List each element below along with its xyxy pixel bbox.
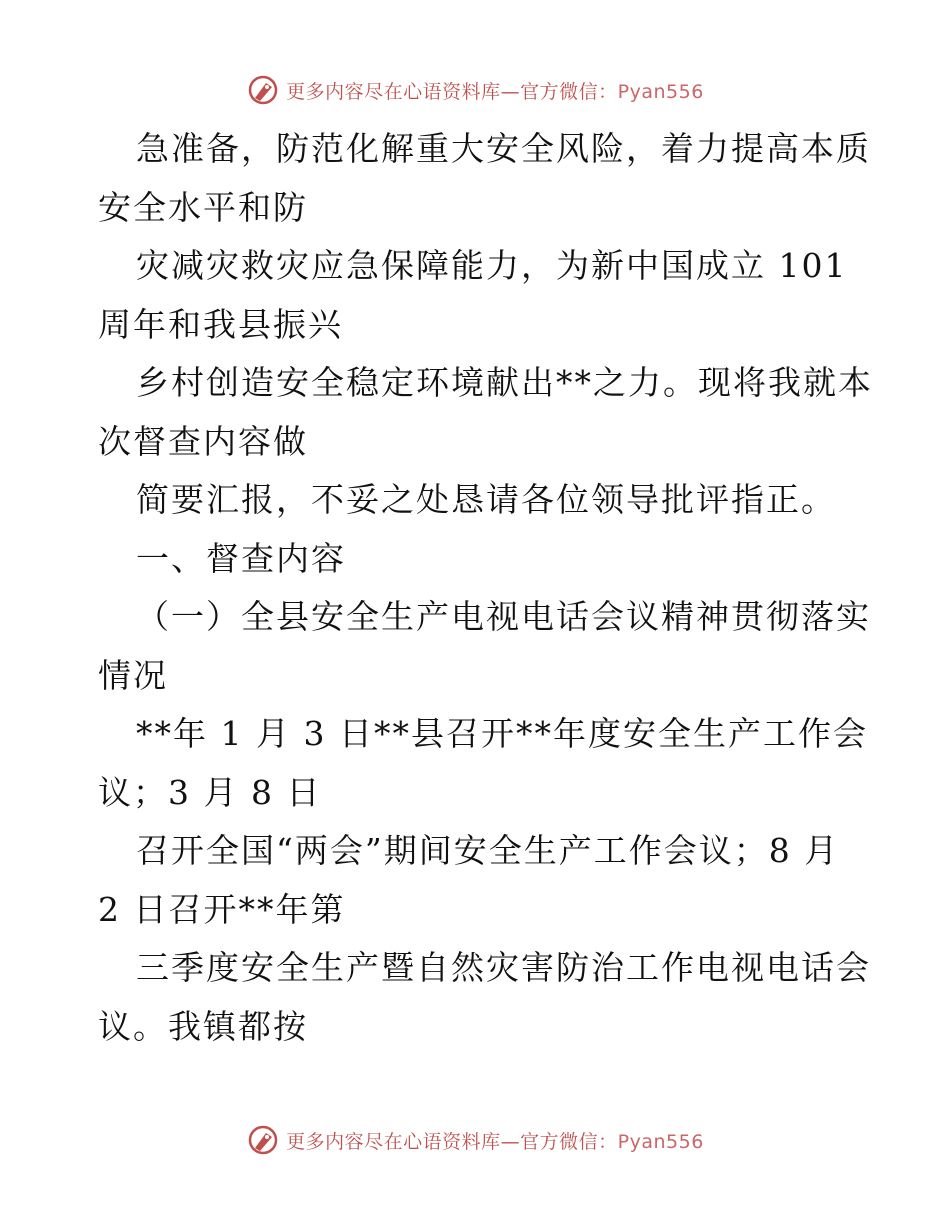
- body-text-line: 安全水平和防: [98, 187, 308, 227]
- body-text-line: 周年和我县振兴: [98, 304, 343, 344]
- body-text-line: 乡村创造安全稳定环境献出**之力。现将我就本: [136, 363, 873, 402]
- pen-nib-icon: [246, 1123, 280, 1157]
- body-text-line: 2 日召开**年第: [98, 889, 346, 929]
- watermark-group: [246, 1123, 704, 1157]
- watermark-text: 更多内容尽在心语资料库—官方微信：Pyan556: [286, 80, 704, 103]
- body-text-line: **年 1 月 3 日**县召开**年度安全生产工作会: [136, 714, 868, 753]
- body-text-line: 召开全国“两会”期间安全生产工作会议；8 月: [136, 831, 840, 870]
- watermark-group: [246, 73, 704, 107]
- body-text-line: 一、督查内容: [136, 538, 346, 578]
- body-text-line: 三季度安全生产暨自然灾害防治工作电视电话会: [136, 948, 871, 987]
- document-body: [98, 120, 873, 1056]
- body-text-line: 简要汇报，不妥之处恳请各位领导批评指正。: [136, 480, 836, 519]
- body-text-line: 次督查内容做: [98, 421, 308, 461]
- footer-watermark: [0, 1120, 950, 1160]
- body-text-line: 议。我镇都按: [98, 1006, 308, 1046]
- body-text-line: （一）全县安全生产电视电话会议精神贯彻落实: [136, 597, 871, 636]
- body-text-line: 情况: [98, 655, 168, 695]
- watermark-text: 更多内容尽在心语资料库—官方微信：Pyan556: [286, 1130, 704, 1153]
- body-text-line: 灾减灾救灾应急保障能力，为新中国成立 101: [136, 246, 848, 285]
- body-text-line: 议；3 月 8 日: [98, 772, 322, 812]
- header-watermark: [0, 70, 950, 110]
- body-text-line: 急准备，防范化解重大安全风险，着力提高本质: [136, 129, 871, 168]
- pen-nib-icon: [246, 73, 280, 107]
